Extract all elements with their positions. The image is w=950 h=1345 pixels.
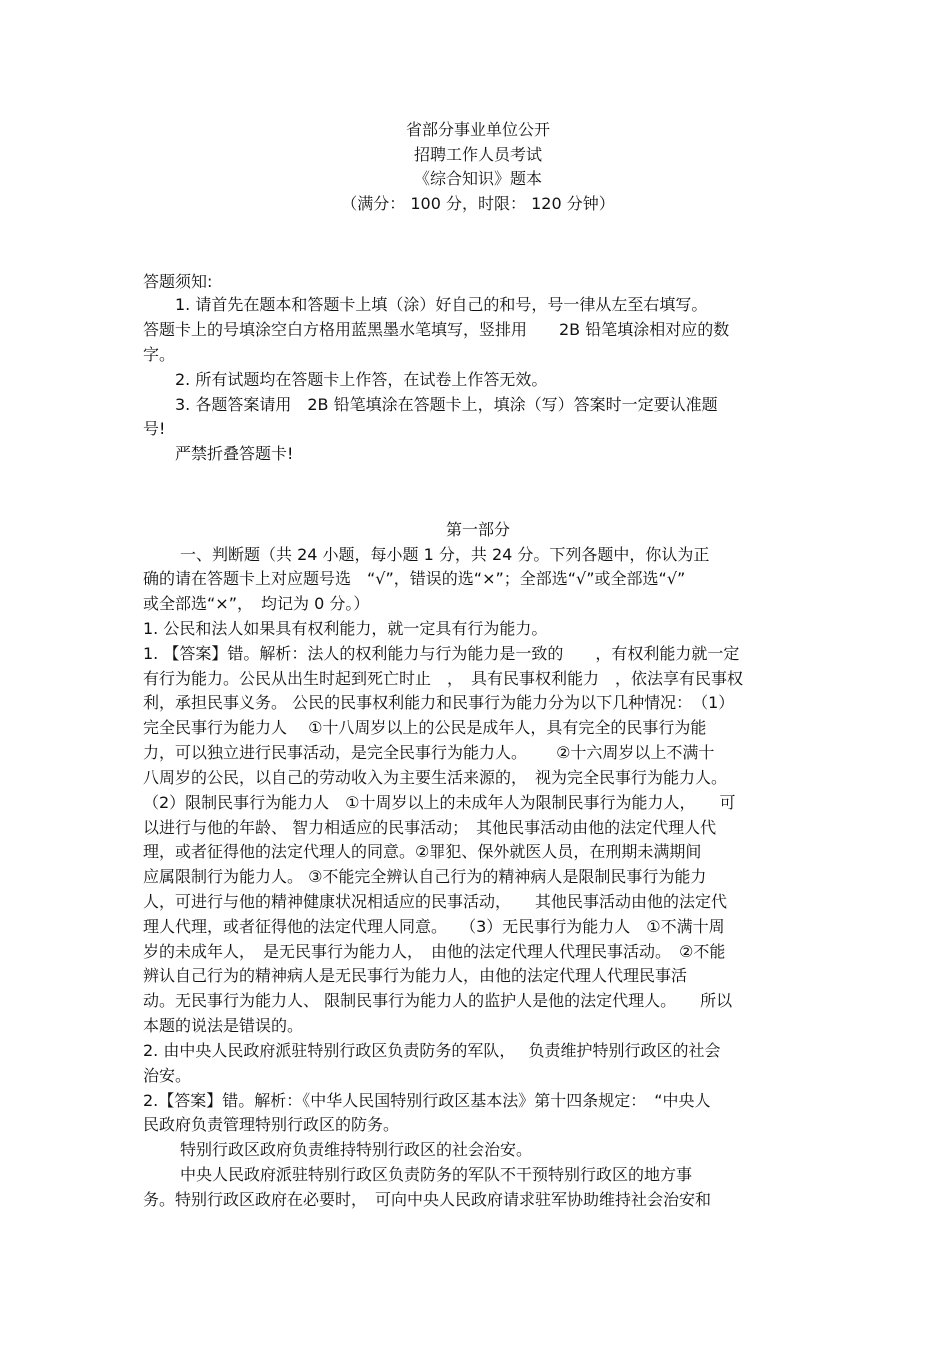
intro-line: 一、判断题（共 24 小题，每小题 1 分，共 24 分。下列各题中，你认为正 [180, 545, 710, 564]
title-line-2: 招聘工作人员考试 [413, 145, 542, 164]
body-line: 理人代理，或者征得他的法定代理人同意。 （3）无民事行为能力人 ①不满十周 [143, 917, 725, 936]
notice-line: 1. 请首先在题本和答题卡上填（涂）好自己的和号，号一律从左至右填写。 [175, 295, 708, 314]
body-line: 完全民事行为能力人 ①十八周岁以上的公民是成年人，具有完全的民事行为能 [143, 718, 707, 737]
part-heading: 第一部分 [445, 520, 510, 539]
body-line: 力，可以独立进行民事活动，是完全民事行为能力人。 ②十六周岁以上不满十 [143, 743, 715, 762]
body-line: 民政府负责管理特别行政区的防务。 [143, 1115, 400, 1134]
notice-heading: 答题须知: [143, 272, 213, 291]
body-line: 以进行与他的年龄、 智力相适应的民事活动； 其他民事活动由他的法定代理人代 [143, 818, 717, 837]
title-line-3: 《综合知识》题本 [413, 169, 542, 188]
body-line: 动。无民事行为能力人、 限制民事行为能力人的监护人是他的法定代理人。 所以 [143, 991, 733, 1010]
body-line: 2.【答案】错。解析：《中华人民国特别行政区基本法》第十四条规定： “中央人 [143, 1091, 711, 1110]
intro-line: 或全部选“×”， 均记为 0 分。） [143, 594, 370, 613]
notice-line: 3. 各题答案请用 2B 铅笔填涂在答题卡上，填涂（写）答案时一定要认准题 [175, 395, 718, 414]
notice-line: 2. 所有试题均在答题卡上作答，在试卷上作答无效。 [175, 370, 548, 389]
body-line: 人，可进行与他的精神健康状况相适应的民事活动， 其他民事活动由他的法定代 [143, 892, 728, 911]
notice-line: 严禁折叠答题卡! [175, 444, 294, 463]
body-line: 1. 【答案】错。解析：法人的权利能力与行为能力是一致的 ，有权利能力就一定 [143, 644, 740, 663]
body-line: 2. 由中央人民政府派驻特别行政区负责防务的军队， 负责维护特别行政区的社会 [143, 1041, 721, 1060]
body-line: 特别行政区政府负责维持特别行政区的社会治安。 [180, 1140, 533, 1159]
body-line: 应属限制行为能力人。 ③不能完全辨认自己行为的精神病人是限制民事行为能力 [143, 867, 707, 886]
body-line: 八周岁的公民，以自己的劳动收入为主要生活来源的， 视为完全民事行为能力人。 [143, 768, 728, 787]
notice-line: 字。 [143, 345, 176, 364]
body-line: 治安。 [143, 1066, 192, 1085]
body-line: （2）限制民事行为能力人 ①十周岁以上的未成年人为限制民事行为能力人， 可 [143, 793, 736, 812]
body-line: 利，承担民事义务。 公民的民事权利能力和民事行为能力分为以下几种情况： （1） [143, 693, 735, 712]
body-line: 岁的未成年人， 是无民事行为能力人， 由他的法定代理人代理民事活动。 ②不能 [143, 942, 726, 961]
body-line: 本题的说法是错误的。 [143, 1016, 304, 1035]
notice-line: 答题卡上的号填涂空白方格用蓝黑墨水笔填写，竖排用 2B 铅笔填涂相对应的数 [143, 320, 730, 339]
body-line: 辨认自己行为的精神病人是无民事行为能力人，由他的法定代理人代理民事活 [143, 966, 688, 985]
body-line: 务。特别行政区政府在必要时， 可向中央人民政府请求驻军协助维持社会治安和 [143, 1190, 712, 1209]
body-line: 1. 公民和法人如果具有权利能力，就一定具有行为能力。 [143, 619, 548, 638]
title-line-4: （满分： 100 分，时限： 120 分钟） [341, 194, 615, 213]
intro-line: 确的请在答题卡上对应题号选 “√”，错误的选“×”；全部选“√”或全部选“√” [143, 569, 686, 588]
title-line-1: 省部分事业单位公开 [405, 120, 550, 139]
body-line: 中央人民政府派驻特别行政区负责防务的军队不干预特别行政区的地方事 [180, 1165, 693, 1184]
body-line: 有行为能力。公民从出生时起到死亡时止 ， 具有民事权利能力 ，依法享有民事权 [143, 669, 744, 688]
notice-line: 号! [143, 419, 166, 438]
body-line: 理，或者征得他的法定代理人的同意。②罪犯、保外就医人员，在刑期未满期间 [143, 842, 702, 861]
